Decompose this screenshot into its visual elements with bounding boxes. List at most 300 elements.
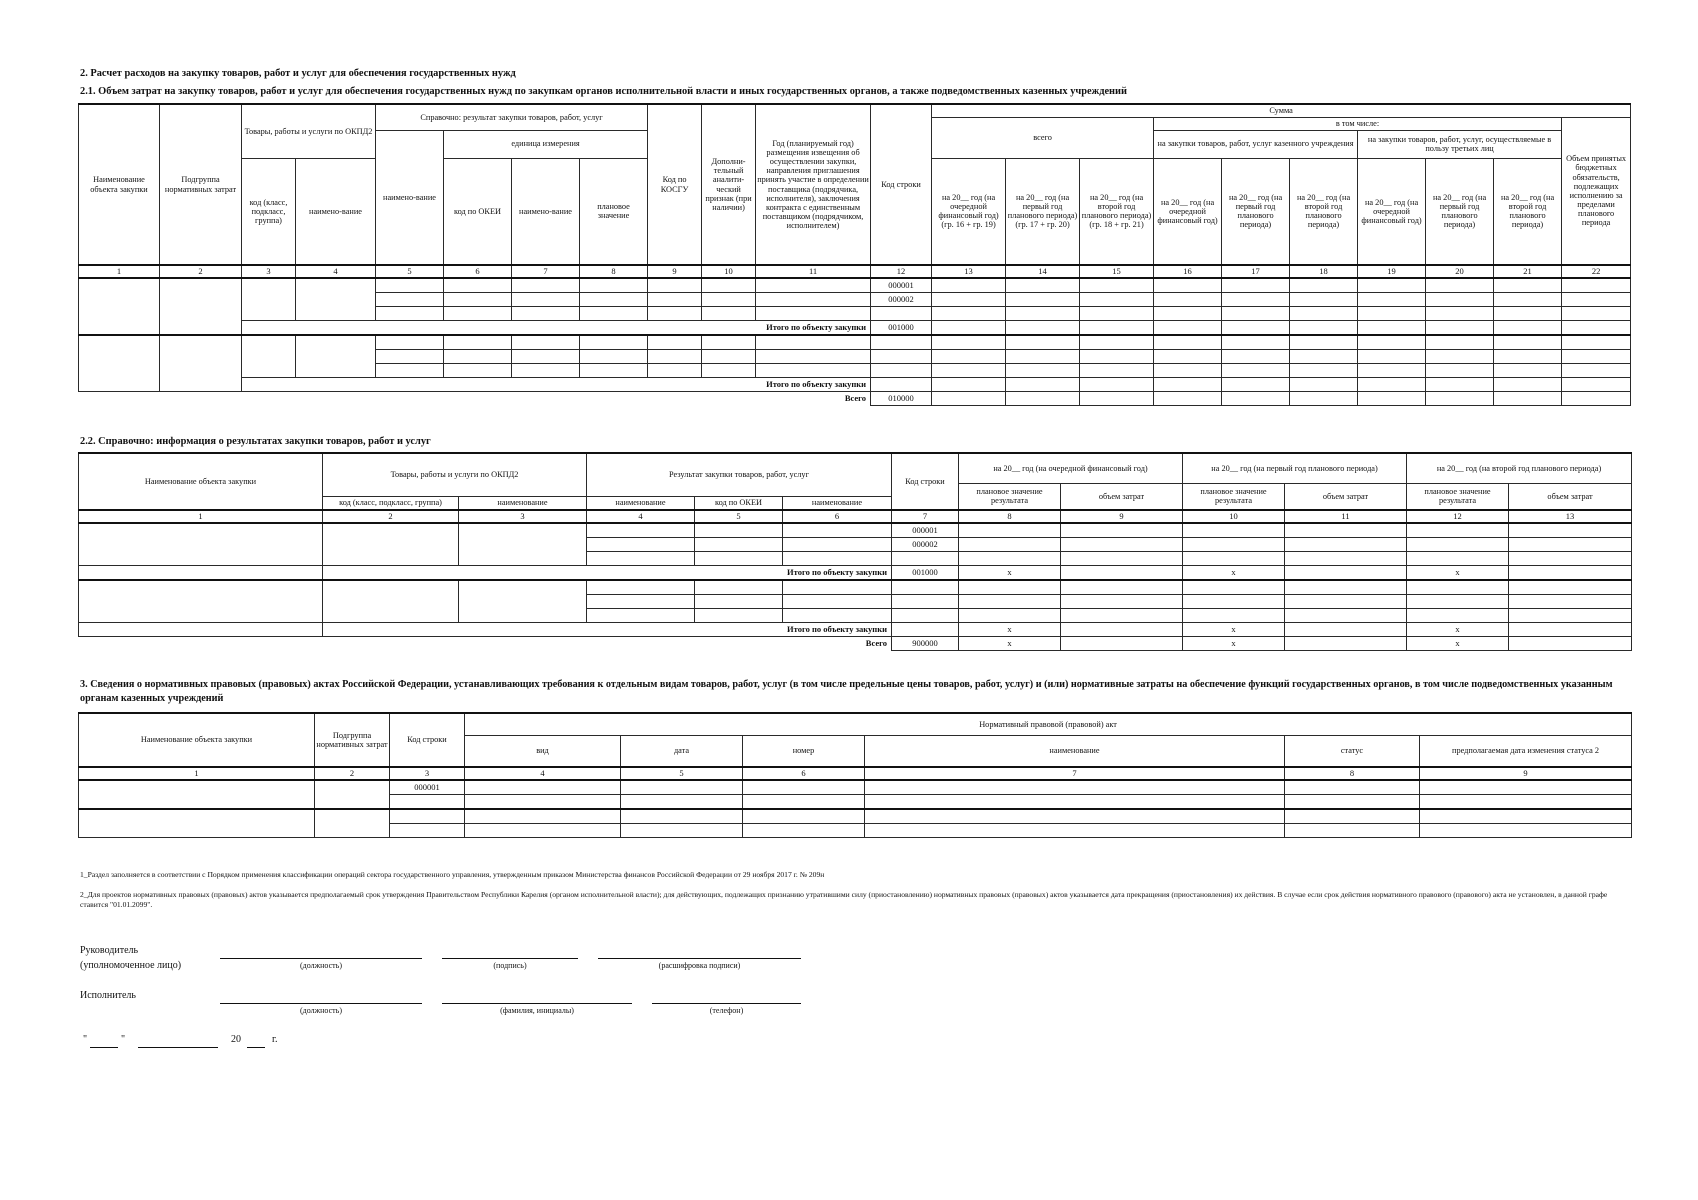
cell[interactable]: [376, 364, 444, 378]
cell[interactable]: [695, 523, 783, 538]
cell[interactable]: [932, 278, 1006, 293]
subgroup-cell[interactable]: [160, 335, 242, 392]
cell[interactable]: [1061, 623, 1183, 637]
cell[interactable]: [1290, 364, 1358, 378]
cell[interactable]: [702, 293, 756, 307]
okpd2-name-cell[interactable]: [296, 335, 376, 378]
col-okpd2-name-header: наимено-вание: [296, 158, 376, 265]
cell[interactable]: [1426, 378, 1494, 392]
cell[interactable]: [1562, 378, 1631, 392]
cell[interactable]: [865, 824, 1285, 838]
cell[interactable]: [1006, 378, 1080, 392]
col-num: 3: [459, 510, 587, 523]
line-code[interactable]: [871, 378, 932, 392]
cell[interactable]: [1509, 637, 1632, 651]
cell[interactable]: [1494, 307, 1562, 321]
cell[interactable]: [1494, 321, 1562, 336]
cell[interactable]: [702, 364, 756, 378]
cell[interactable]: [1494, 293, 1562, 307]
cell[interactable]: [1509, 609, 1632, 623]
col-num: 14: [1006, 265, 1080, 278]
cell[interactable]: [1509, 523, 1632, 538]
cell[interactable]: [444, 293, 512, 307]
cell[interactable]: [871, 364, 932, 378]
cell[interactable]: [1494, 335, 1562, 350]
cell[interactable]: [512, 364, 580, 378]
cell[interactable]: [512, 350, 580, 364]
cell[interactable]: [1006, 293, 1080, 307]
cell[interactable]: [1290, 335, 1358, 350]
cell[interactable]: [702, 278, 756, 293]
cell[interactable]: [1290, 350, 1358, 364]
cell[interactable]: [1426, 392, 1494, 406]
subtotal-row: [79, 321, 1631, 336]
cell[interactable]: [1285, 824, 1420, 838]
object-name-cell[interactable]: [79, 523, 323, 566]
cell[interactable]: [932, 378, 1006, 392]
cell[interactable]: [865, 780, 1285, 795]
okpd2-code-cell[interactable]: [323, 523, 459, 566]
cell[interactable]: [1061, 580, 1183, 595]
cell[interactable]: [621, 780, 743, 795]
cell[interactable]: [1061, 637, 1183, 651]
subtotal-row: [79, 623, 1632, 637]
cell[interactable]: [1562, 335, 1631, 350]
cell[interactable]: [1080, 307, 1154, 321]
cell[interactable]: [1154, 307, 1222, 321]
cell[interactable]: [783, 523, 892, 538]
cell[interactable]: [465, 824, 621, 838]
cell[interactable]: [743, 795, 865, 810]
position-line[interactable]: [220, 958, 422, 959]
executor-label: Исполнитель: [80, 990, 136, 1001]
col-okpd2-header: Товары, работы и услуги по ОКПД2: [242, 104, 376, 158]
cell[interactable]: [587, 523, 695, 538]
col-19-header: на 20__ год (на очередной финансовый год): [1358, 158, 1426, 265]
col-15-header: на 20__ год (на второй год планового периода) (гр. 18 + гр. 21): [1080, 158, 1154, 265]
cell[interactable]: [1358, 278, 1426, 293]
cell[interactable]: [648, 278, 702, 293]
col-num: 19: [1358, 265, 1426, 278]
cell[interactable]: [1426, 307, 1494, 321]
cell[interactable]: [865, 809, 1285, 824]
subgroup-cell[interactable]: [315, 780, 390, 809]
cell[interactable]: [959, 595, 1061, 609]
table-2-1: [78, 103, 1631, 406]
cell[interactable]: [932, 350, 1006, 364]
cell[interactable]: [1183, 595, 1285, 609]
cell[interactable]: [587, 552, 695, 566]
cell[interactable]: [783, 609, 892, 623]
col-year-header: Год (планируемый год) размещения извещения об осуществлении закупки, направления приглашения принять участие в определении поставщика (подрядчика, исполнителя), заключения контракта с единственным поставщиком (подрядчиком, исполнителем): [756, 104, 871, 265]
cell[interactable]: [1494, 350, 1562, 364]
col-number-header: номер: [743, 735, 865, 767]
date-day-line[interactable]: [90, 1047, 118, 1048]
okpd2-name-cell[interactable]: [459, 580, 587, 623]
cell[interactable]: [756, 307, 871, 321]
cell[interactable]: [1290, 392, 1358, 406]
cell[interactable]: [1290, 378, 1358, 392]
cell[interactable]: [932, 293, 1006, 307]
cell[interactable]: [959, 538, 1061, 552]
decode-caption: (расшифровка подписи): [658, 961, 741, 970]
cell[interactable]: [1407, 538, 1509, 552]
cell[interactable]: [756, 335, 871, 350]
cell[interactable]: [1290, 321, 1358, 336]
cell[interactable]: [1420, 809, 1632, 824]
cell[interactable]: [1407, 609, 1509, 623]
cell[interactable]: [1006, 307, 1080, 321]
cell[interactable]: [1358, 321, 1426, 336]
cell[interactable]: [1222, 392, 1290, 406]
cell[interactable]: [1494, 392, 1562, 406]
cell[interactable]: [587, 580, 695, 595]
cell[interactable]: [1183, 609, 1285, 623]
cell[interactable]: [1154, 293, 1222, 307]
cell[interactable]: [1222, 364, 1290, 378]
cell[interactable]: [1562, 307, 1631, 321]
date-month-line[interactable]: [138, 1047, 218, 1048]
cell[interactable]: [1222, 321, 1290, 336]
cell[interactable]: [1006, 321, 1080, 336]
cell[interactable]: [587, 538, 695, 552]
col-num: 5: [695, 510, 783, 523]
cell[interactable]: [1285, 595, 1407, 609]
footnote-1: 1_Раздел заполняется в соответствии с Порядком применения классификации операций сектора государственного управления, утвержденным приказом Министерства финансов Российской Федерации от 29 ноября 2017 г. № 209н: [80, 870, 825, 879]
cell[interactable]: [648, 335, 702, 350]
cell[interactable]: [1562, 392, 1631, 406]
cell[interactable]: [580, 335, 648, 350]
cell[interactable]: [695, 580, 783, 595]
cell[interactable]: [648, 293, 702, 307]
cell[interactable]: [512, 293, 580, 307]
cell[interactable]: [376, 307, 444, 321]
section-2-title: 2. Расчет расходов на закупку товаров, работ и услуг для обеспечения государственных нужд: [80, 68, 516, 79]
cell[interactable]: [1509, 538, 1632, 552]
cell[interactable]: [959, 552, 1061, 566]
object-name-cell[interactable]: [79, 335, 160, 392]
cell[interactable]: [1061, 566, 1183, 581]
cell[interactable]: [1154, 335, 1222, 350]
cell[interactable]: [1358, 364, 1426, 378]
cell[interactable]: [1290, 307, 1358, 321]
signature-line[interactable]: [442, 958, 578, 959]
executor-position-line[interactable]: [220, 1003, 422, 1004]
cell[interactable]: [621, 809, 743, 824]
cell[interactable]: [932, 321, 1006, 336]
cell[interactable]: [1080, 321, 1154, 336]
cell[interactable]: [1080, 278, 1154, 293]
col-num: 8: [959, 510, 1061, 523]
cell[interactable]: [871, 350, 932, 364]
col-num: 11: [756, 265, 871, 278]
cell[interactable]: [1426, 321, 1494, 336]
cell[interactable]: [1006, 392, 1080, 406]
cell[interactable]: [512, 335, 580, 350]
object-name-cell[interactable]: [79, 580, 323, 623]
cell[interactable]: [756, 278, 871, 293]
cell[interactable]: [376, 278, 444, 293]
cell[interactable]: [1222, 378, 1290, 392]
cell[interactable]: [1183, 552, 1285, 566]
cell[interactable]: [1222, 278, 1290, 293]
cell[interactable]: [648, 307, 702, 321]
okpd2-code-cell[interactable]: [242, 278, 296, 321]
cell[interactable]: [1061, 538, 1183, 552]
cell[interactable]: [702, 307, 756, 321]
cell[interactable]: [1407, 523, 1509, 538]
cell[interactable]: [1358, 350, 1426, 364]
cell[interactable]: [702, 335, 756, 350]
subtotal-label: Итого по объекту закупки: [323, 566, 892, 581]
decode-line[interactable]: [598, 958, 801, 959]
cell[interactable]: [1290, 278, 1358, 293]
cell[interactable]: [1426, 350, 1494, 364]
cell[interactable]: [1358, 293, 1426, 307]
col-object-name-header: Наименование объекта закупки: [79, 453, 323, 510]
cell[interactable]: [1285, 637, 1407, 651]
cell[interactable]: [756, 350, 871, 364]
cell[interactable]: [1407, 595, 1509, 609]
cell[interactable]: [695, 595, 783, 609]
cell[interactable]: [743, 824, 865, 838]
col-num: 12: [1407, 510, 1509, 523]
col-unit-header: единица измерения: [444, 130, 648, 158]
cell[interactable]: [648, 364, 702, 378]
cell[interactable]: [390, 809, 465, 824]
cell[interactable]: [587, 609, 695, 623]
cell[interactable]: [465, 780, 621, 795]
cell[interactable]: [1006, 335, 1080, 350]
cell[interactable]: [1358, 307, 1426, 321]
cell[interactable]: [1061, 609, 1183, 623]
cell[interactable]: [1285, 580, 1407, 595]
column-numbers-row: [79, 510, 1632, 523]
cell[interactable]: [1006, 364, 1080, 378]
cell[interactable]: [512, 307, 580, 321]
col-year3-header: на 20__ год (на второй год планового периода): [1407, 453, 1632, 483]
cell[interactable]: [892, 609, 959, 623]
object-name-cell[interactable]: [79, 809, 315, 838]
cell[interactable]: [1420, 795, 1632, 810]
cell[interactable]: [1222, 307, 1290, 321]
subgroup-cell[interactable]: [160, 278, 242, 335]
col-num: 13: [1509, 510, 1632, 523]
object-name-cell[interactable]: [79, 780, 315, 809]
cell[interactable]: [959, 580, 1061, 595]
cell[interactable]: [376, 350, 444, 364]
cell[interactable]: [932, 335, 1006, 350]
line-code: 010000: [871, 392, 932, 406]
col-change-date-header: предполагаемая дата изменения статуса 2: [1420, 735, 1632, 767]
cell[interactable]: [1494, 278, 1562, 293]
cell[interactable]: [1509, 623, 1632, 637]
object-name-cell[interactable]: [79, 278, 160, 335]
cell[interactable]: [1285, 538, 1407, 552]
cell[interactable]: [1426, 293, 1494, 307]
cell[interactable]: [580, 307, 648, 321]
col-num: 2: [323, 510, 459, 523]
cell[interactable]: [390, 824, 465, 838]
cell[interactable]: [580, 350, 648, 364]
cell[interactable]: [444, 307, 512, 321]
col-okei-header: код по ОКЕИ: [444, 158, 512, 265]
cell[interactable]: [1494, 364, 1562, 378]
cell[interactable]: [1426, 278, 1494, 293]
cell[interactable]: [621, 795, 743, 810]
cell[interactable]: [783, 538, 892, 552]
col-num: 12: [871, 265, 932, 278]
fio-line[interactable]: [442, 1003, 632, 1004]
phone-line[interactable]: [652, 1003, 801, 1004]
cell[interactable]: [959, 523, 1061, 538]
cell[interactable]: [783, 580, 892, 595]
cell[interactable]: [1509, 552, 1632, 566]
cell[interactable]: [1080, 350, 1154, 364]
cell[interactable]: [512, 278, 580, 293]
cell[interactable]: [1154, 364, 1222, 378]
cell[interactable]: [756, 293, 871, 307]
cell[interactable]: [1154, 321, 1222, 336]
cell[interactable]: [376, 293, 444, 307]
cell[interactable]: [1061, 552, 1183, 566]
cell[interactable]: [783, 552, 892, 566]
cell[interactable]: [621, 824, 743, 838]
cell[interactable]: [390, 795, 465, 810]
cell[interactable]: [1285, 609, 1407, 623]
cell[interactable]: [783, 595, 892, 609]
cell[interactable]: [1358, 335, 1426, 350]
cell[interactable]: [1509, 566, 1632, 581]
cell[interactable]: [871, 335, 932, 350]
cell[interactable]: [444, 335, 512, 350]
cell[interactable]: [1494, 378, 1562, 392]
cell[interactable]: [444, 364, 512, 378]
cell[interactable]: [892, 595, 959, 609]
cell[interactable]: [1509, 595, 1632, 609]
cell[interactable]: [1285, 795, 1420, 810]
cell[interactable]: [1080, 364, 1154, 378]
cell[interactable]: [1154, 392, 1222, 406]
cell[interactable]: [1080, 293, 1154, 307]
cell[interactable]: [1285, 623, 1407, 637]
cell[interactable]: [1358, 378, 1426, 392]
okpd2-code-cell[interactable]: [323, 580, 459, 623]
cell[interactable]: [1562, 321, 1631, 336]
cell[interactable]: [892, 552, 959, 566]
cell: [79, 623, 323, 637]
cell[interactable]: [580, 364, 648, 378]
line-code[interactable]: [892, 623, 959, 637]
cell[interactable]: [1061, 595, 1183, 609]
cell[interactable]: [648, 350, 702, 364]
cell[interactable]: [465, 795, 621, 810]
cell[interactable]: [1426, 364, 1494, 378]
cell[interactable]: [1562, 293, 1631, 307]
cell[interactable]: [1420, 780, 1632, 795]
cell[interactable]: [1006, 350, 1080, 364]
cell[interactable]: [580, 293, 648, 307]
cell[interactable]: [1562, 278, 1631, 293]
cell[interactable]: [932, 307, 1006, 321]
cell[interactable]: [892, 580, 959, 595]
section-3-title: 3. Сведения о нормативных правовых (правовых) актах Российской Федерации, устанавливающих требования к отдельным видам товаров, работ, услуг (в том числе предельные цены товаров, работ, услуг) и (или) нормативные затраты на обеспечение функций государственных органов, в том числе подведомственных указанным органам казенных учреждений: [80, 679, 1613, 704]
cell[interactable]: [1562, 350, 1631, 364]
cell[interactable]: [1154, 378, 1222, 392]
date-year-suffix: г.: [272, 1034, 278, 1045]
cell[interactable]: [865, 795, 1285, 810]
cell[interactable]: [1222, 350, 1290, 364]
cell[interactable]: [1290, 293, 1358, 307]
cell[interactable]: [1183, 523, 1285, 538]
col-uname-header: наименование: [783, 496, 892, 510]
cell[interactable]: [1080, 335, 1154, 350]
cell[interactable]: [743, 780, 865, 795]
cell[interactable]: [1285, 523, 1407, 538]
cell[interactable]: [1222, 335, 1290, 350]
cell[interactable]: [871, 307, 932, 321]
cell[interactable]: [743, 809, 865, 824]
col-num: 7: [512, 265, 580, 278]
cell[interactable]: [932, 364, 1006, 378]
cell[interactable]: [1285, 552, 1407, 566]
cell[interactable]: [587, 595, 695, 609]
col-result-header: Результат закупки товаров, работ, услуг: [587, 453, 892, 496]
cell[interactable]: [695, 538, 783, 552]
cell[interactable]: [1061, 523, 1183, 538]
cell[interactable]: [1407, 580, 1509, 595]
cell[interactable]: [1358, 392, 1426, 406]
cell[interactable]: [376, 335, 444, 350]
cell[interactable]: [1183, 580, 1285, 595]
date-year-line[interactable]: [247, 1047, 265, 1048]
subgroup-cell[interactable]: [315, 809, 390, 838]
cell[interactable]: [1285, 780, 1420, 795]
cell[interactable]: [1407, 552, 1509, 566]
cell[interactable]: [756, 364, 871, 378]
cell[interactable]: [702, 350, 756, 364]
cell[interactable]: [959, 609, 1061, 623]
cell[interactable]: [444, 278, 512, 293]
cell[interactable]: [1222, 293, 1290, 307]
cell[interactable]: [1183, 538, 1285, 552]
line-code: 000002: [892, 538, 959, 552]
cell[interactable]: [1426, 335, 1494, 350]
okpd2-code-cell[interactable]: [242, 335, 296, 378]
cell[interactable]: [1420, 824, 1632, 838]
cell[interactable]: [1154, 350, 1222, 364]
cell[interactable]: [1285, 566, 1407, 581]
cell[interactable]: [1006, 278, 1080, 293]
cell[interactable]: [1154, 278, 1222, 293]
cell[interactable]: [1285, 809, 1420, 824]
cell[interactable]: [695, 609, 783, 623]
col-type-header: вид: [465, 735, 621, 767]
cell[interactable]: [695, 552, 783, 566]
cell[interactable]: [1562, 364, 1631, 378]
cell[interactable]: [465, 809, 621, 824]
cell[interactable]: [580, 278, 648, 293]
cell[interactable]: [1080, 392, 1154, 406]
cell[interactable]: [932, 392, 1006, 406]
x-mark: x: [1183, 637, 1285, 651]
col-16-header: на 20__ год (на очередной финансовый год): [1154, 158, 1222, 265]
okpd2-name-cell[interactable]: [296, 278, 376, 321]
cell[interactable]: [1080, 378, 1154, 392]
cell[interactable]: [444, 350, 512, 364]
cell[interactable]: [1509, 580, 1632, 595]
okpd2-name-cell[interactable]: [459, 523, 587, 566]
